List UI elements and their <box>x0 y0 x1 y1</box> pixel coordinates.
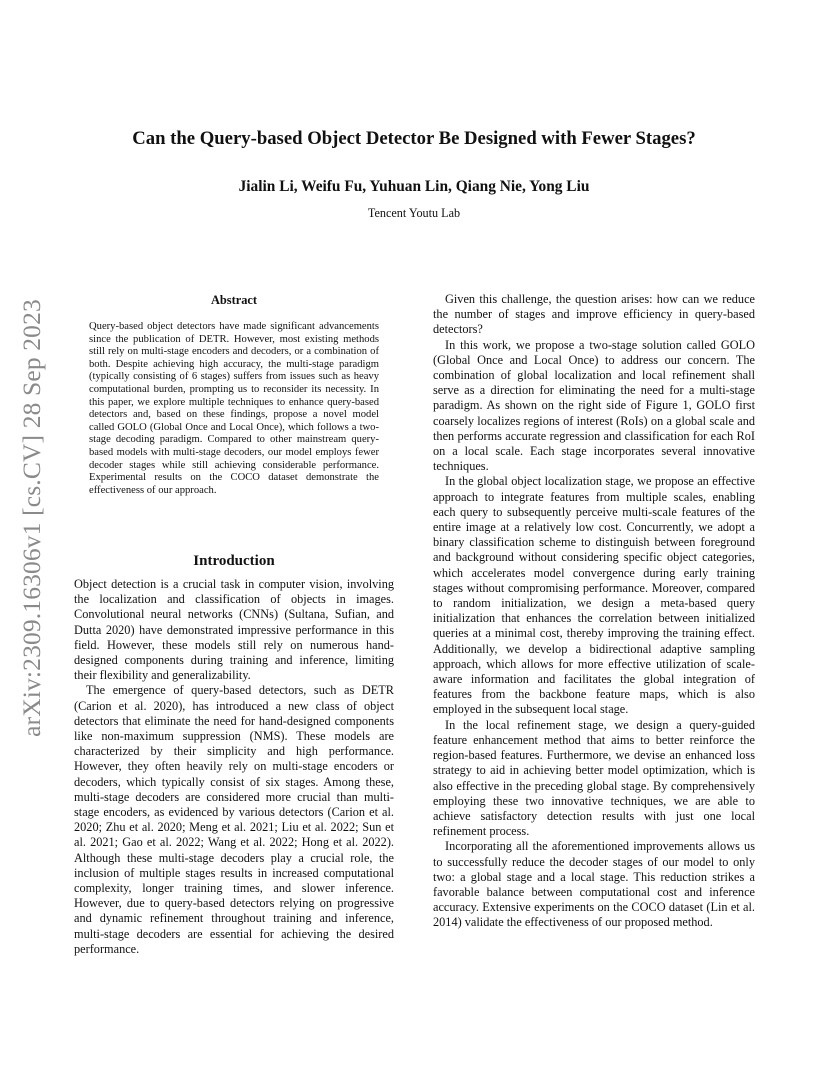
body-paragraph: Given this challenge, the question arises: how can we reduce the number of stages and improve efficiency in query-based detectors? <box>433 292 755 337</box>
introduction-heading: Introduction <box>193 553 275 569</box>
right-column-body <box>433 292 755 931</box>
author-list: Jialin Li, Weifu Fu, Yuhuan Lin, Qiang Nie, Yong Liu <box>238 178 590 195</box>
body-paragraph: Incorporating all the aforementioned improvements allows us to successfully reduce the decoder stages of our model to only two: a global stage and a local stage. This reduction strikes a favorable balance between computational cost and inference accuracy. Extensive experiments on the COCO dataset (Lin et al. 2014) validate the effectiveness of our proposed method. <box>433 839 755 930</box>
intro-paragraph: The emergence of query-based detectors, such as DETR (Carion et al. 2020), has introduced a new class of object detectors that eliminate the need for hand-designed components like non-maximum suppression (NMS). These models are characterized by their simplicity and high performance. However, they often heavily rely on multi-stage encoders or decoders, which typically consist of six stages. Among these, multi-stage decoders are considered more crucial than multi-stage encoders, as evidenced by various detectors (Carion et al. 2020; Zhu et al. 2020; Meng et al. 2021; Liu et al. 2022; Sun et al. 2021; Gao et al. 2022; Wang et al. 2022; Hong et al. 2022). Although these multi-stage decoders play a crucial role, the inclusion of multiple stages results in increased computational complexity, longer training times, and slower inference. However, due to query-based detectors relying on progressive and dynamic refinement throughout training and inference, multi-stage decoders are essential for achieving the desired performance. <box>74 683 394 956</box>
body-paragraph: In the local refinement stage, we design a query-guided feature enhancement method that aims to better reinforce the region-based features. Furthermore, we devise an enhanced loss strategy to aid in achieving better model optimization, which is also effective in the preceding global stage. By comprehensively employing these two innovative techniques, we are able to achieve satisfactory detection results with just one local refinement process. <box>433 717 755 839</box>
affiliation: Tencent Youtu Lab <box>367 206 461 220</box>
body-paragraph: In the global object localization stage, we propose an effective approach to integrate features from multiple scales, enabling each query to subsequently perceive multi-scale features of the entire image at a relatively low cost. Concurrently, we adopt a binary classification scheme to distinguish between foreground and background without considering specific object categories, which accelerates model convergence during early training stages without compromising performance. Moreover, compared to random initialization, we design a meta-based query initialization that enhances the correlation between initialized queries at a minimal cost, thereby improving the training effect. Additionally, we develop a bidirectional adaptive sampling approach, which allows for more effective utilization of scale-aware information and facilitates the global integration of features from the backbone feature maps, which is also employed in the subsequent local stage. <box>433 474 755 717</box>
introduction-body <box>74 577 394 957</box>
paper-title: Can the Query-based Object Detector Be Designed with Fewer Stages? <box>132 128 696 149</box>
arxiv-identifier-stamp <box>12 278 52 758</box>
abstract-heading: Abstract <box>210 293 258 307</box>
arxiv-identifier-text: arXiv:2309.16306v1 [cs.CV] 28 Sep 2023 <box>17 299 46 737</box>
intro-paragraph: Object detection is a crucial task in computer vision, involving the localization and classification of objects in images. Convolutional neural networks (CNNs) (Sultana, Sufian, and Dutta 2020) have demonstrated impressive performance in this field. However, these models still rely on numerous hand-designed components during training and inference, limiting their flexibility and generalizability. <box>74 577 394 683</box>
abstract-text: Query-based object detectors have made significant advancements since the publication of DETR. However, most existing methods still rely on multi-stage encoders and decoders, or a combination of both. Despite achieving high accuracy, the multi-stage paradigm (typically consisting of 6 stages) suffers from issues such as heavy computational burden, prompting us to reconsider its necessity. In this paper, we explore multiple techniques to enhance query-based detectors and, based on these findings, propose a novel model called GOLO (Global Once and Local Once), which follows a two-stage decoding paradigm. Compared to other mainstream query-based models with multi-stage decoders, our model employs fewer decoder stages while still achieving considerable performance. Experimental results on the COCO dataset demonstrate the effectiveness of our approach. <box>89 321 379 496</box>
body-paragraph: In this work, we propose a two-stage solution called GOLO (Global Once and Local Once) to address our concern. The combination of global localization and local refinement shall serve as a direction for eliminating the need for a multi-stage paradigm. As shown on the right side of Figure 1, GOLO first coarsely localizes regions of interest (RoIs) on a global scale and then performs accurate regression and classification for each RoI on a local scale. Each stage incorporates several innovative techniques. <box>433 337 755 474</box>
